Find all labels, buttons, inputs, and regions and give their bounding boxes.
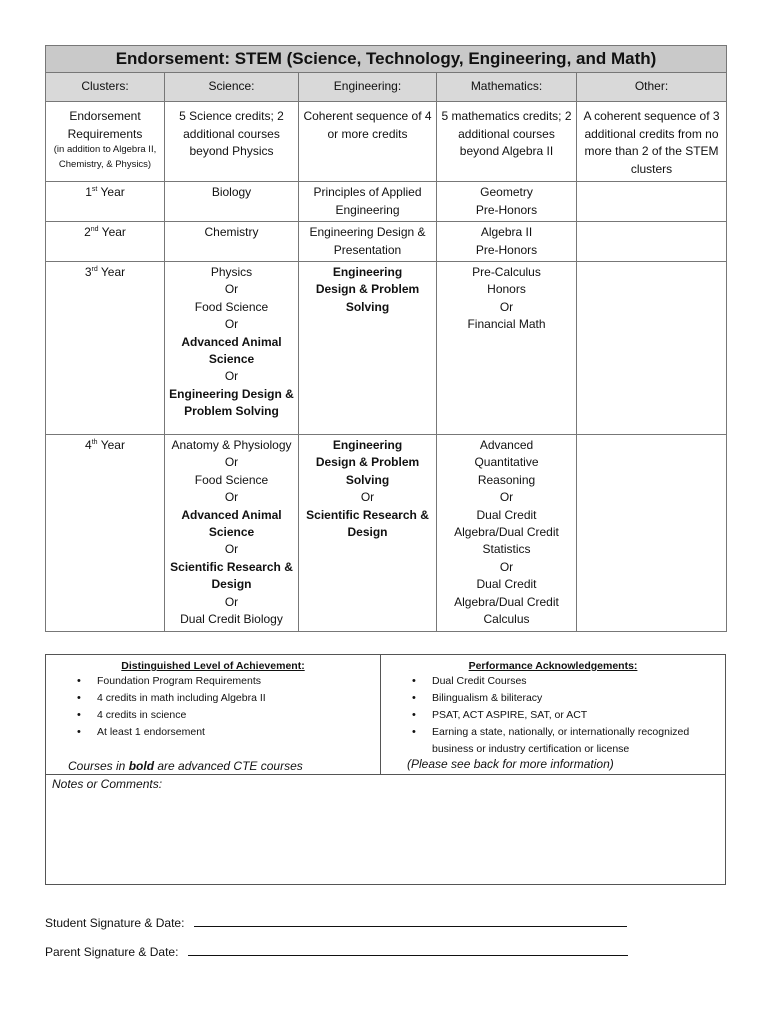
course-line: Food Science: [194, 472, 269, 487]
course-line: Or: [499, 299, 514, 314]
course-line: Or: [224, 282, 239, 297]
course-line: Or: [224, 594, 239, 609]
course-line: Principles of Applied: [313, 185, 422, 200]
course-line: Pre-Honors: [475, 242, 538, 257]
course-line: Engineering Design &: [169, 386, 294, 401]
requirements-engineering: Coherent sequence of 4 or more credits: [299, 102, 437, 182]
year-label: 1st Year: [46, 182, 165, 222]
parent-signature-label: Parent Signature & Date:: [45, 945, 179, 959]
distinguished-achievement-section: [46, 655, 381, 774]
year-4-other: [577, 435, 727, 631]
course-line: Biology: [211, 185, 252, 200]
year-4-science: [165, 435, 299, 631]
header-engineering: Engineering:: [299, 73, 437, 102]
student-signature-label: Student Signature & Date:: [45, 916, 185, 930]
header-mathematics: Mathematics:: [437, 73, 577, 102]
year-label: 3rd Year: [46, 262, 165, 435]
list-item: • Foundation Program Requirements: [97, 673, 380, 690]
course-line: Solving: [345, 299, 390, 314]
section-divider: [46, 774, 725, 775]
requirements-mathematics: 5 mathematics credits; 2 additional courses beyond Algebra II: [437, 102, 577, 182]
year-label: 2nd Year: [46, 222, 165, 262]
course-line: Chemistry: [204, 225, 259, 240]
header-science: Science:: [165, 73, 299, 102]
course-line: Financial Math: [467, 317, 546, 332]
year-3-mathematics: [437, 262, 577, 435]
course-line: Problem Solving: [184, 404, 279, 419]
course-line: Food Science: [194, 299, 269, 314]
course-line: Honors: [487, 282, 526, 297]
course-line: Dual Credit: [476, 577, 537, 592]
course-line: Quantitative: [474, 455, 539, 470]
notes-label: Notes or Comments:: [52, 777, 163, 791]
year-2-other: [577, 222, 727, 262]
parent-signature-line[interactable]: [45, 944, 628, 959]
table-row: [46, 222, 727, 262]
list-item: • Earning a state, nationally, or internationally recognized business or industry certification or license: [432, 724, 722, 758]
header-other: Other:: [577, 73, 727, 102]
year-1-mathematics: [437, 182, 577, 222]
course-line: Scientific Research &: [306, 507, 429, 522]
year-label: 4th Year: [46, 435, 165, 631]
course-line: Calculus: [483, 612, 530, 627]
table-title: Endorsement: STEM (Science, Technology, Engineering, and Math): [46, 46, 727, 73]
list-item: • 4 credits in science: [97, 707, 380, 724]
course-line: Solving: [345, 472, 390, 487]
course-line: Engineering: [335, 202, 400, 217]
course-line: Advanced Animal: [181, 507, 282, 522]
course-line: Or: [224, 455, 239, 470]
course-line: Anatomy & Physiology: [171, 438, 292, 453]
year-2-mathematics: [437, 222, 577, 262]
see-back-note: (Please see back for more information): [407, 757, 614, 771]
course-line: Or: [499, 490, 514, 505]
list-item: • At least 1 endorsement: [97, 724, 380, 741]
table-row: [46, 262, 727, 435]
course-line: Science: [208, 352, 255, 367]
course-line: Dual Credit: [476, 507, 537, 522]
course-line: Or: [499, 559, 514, 574]
list-item: • 4 credits in math including Algebra II: [97, 690, 380, 707]
course-line: Algebra/Dual Credit: [454, 525, 559, 540]
student-signature-field[interactable]: [194, 915, 627, 927]
course-line: Algebra/Dual Credit: [454, 594, 559, 609]
list-item: • Bilingualism & biliteracy: [432, 690, 722, 707]
course-line: Reasoning: [477, 472, 536, 487]
course-line: Or: [360, 490, 375, 505]
student-signature-line[interactable]: [45, 915, 627, 930]
course-line: Physics: [210, 265, 253, 280]
year-4-mathematics: [437, 435, 577, 631]
course-line: Dual Credit Biology: [180, 612, 283, 627]
year-1-other: [577, 182, 727, 222]
requirements-label-note: (in addition to Algebra II, Chemistry, & Physics): [53, 144, 157, 170]
course-line: Presentation: [333, 242, 402, 257]
year-2-engineering: [299, 222, 437, 262]
bold-courses-note: Courses in bold are advanced CTE courses: [68, 759, 303, 773]
course-line: Engineering: [332, 438, 403, 453]
table-row: [46, 435, 727, 631]
parent-signature-field[interactable]: [188, 944, 628, 956]
achievement-box: [45, 654, 726, 885]
course-line: Statistics: [482, 542, 531, 557]
course-line: Engineering: [332, 265, 403, 280]
year-1-science: [165, 182, 299, 222]
achievement-heading: Distinguished Level of Achievement:: [121, 660, 305, 672]
table-row: [46, 182, 727, 222]
list-item: • PSAT, ACT ASPIRE, SAT, or ACT: [432, 707, 722, 724]
achievement-list: [97, 673, 380, 741]
requirements-label-cell: [46, 102, 165, 182]
course-line: Algebra II: [480, 225, 533, 240]
year-3-other: [577, 262, 727, 435]
year-3-engineering: [299, 262, 437, 435]
course-line: Geometry: [480, 185, 533, 200]
course-line: Or: [224, 542, 239, 557]
requirements-other: A coherent sequence of 3 additional credits from no more than 2 of the STEM clusters: [577, 102, 727, 182]
year-4-engineering: [299, 435, 437, 631]
course-line: Pre-Honors: [475, 202, 538, 217]
course-line: Engineering Design &: [309, 225, 426, 240]
course-line: Or: [224, 490, 239, 505]
course-line: Or: [224, 317, 239, 332]
course-line: Design: [211, 577, 252, 592]
list-item: • Dual Credit Courses: [432, 673, 722, 690]
stem-endorsement-table: [45, 45, 727, 632]
year-1-engineering: [299, 182, 437, 222]
course-line: Design & Problem: [315, 455, 420, 470]
acknowledgements-list: [432, 673, 722, 758]
year-3-science: [165, 262, 299, 435]
course-line: Advanced: [479, 438, 534, 453]
course-line: Design & Problem: [315, 282, 420, 297]
header-clusters: Clusters:: [46, 73, 165, 102]
year-2-science: [165, 222, 299, 262]
course-line: Design: [347, 525, 388, 540]
course-line: Science: [208, 525, 255, 540]
course-line: Scientific Research &: [170, 559, 293, 574]
course-line: Advanced Animal: [181, 334, 282, 349]
course-line: Or: [224, 369, 239, 384]
course-line: Pre-Calculus: [472, 265, 541, 280]
requirements-label: Endorsement Requirements: [67, 109, 143, 141]
acknowledgements-heading: Performance Acknowledgements:: [468, 660, 638, 672]
requirements-science: 5 Science credits; 2 additional courses beyond Physics: [165, 102, 299, 182]
performance-acknowledgements-section: [381, 655, 725, 774]
